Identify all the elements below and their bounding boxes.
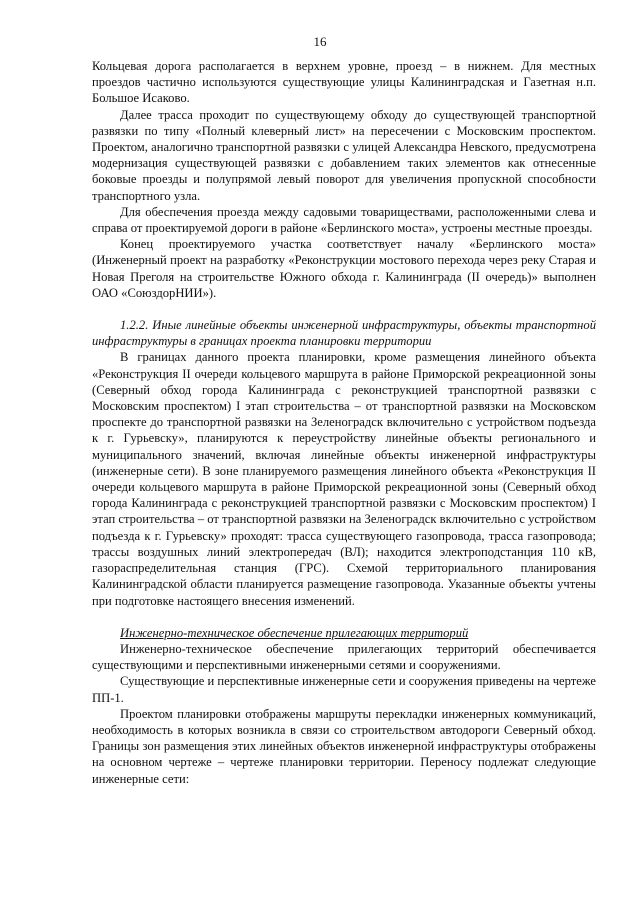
section-heading-1-2-2: 1.2.2. Иные линейные объекты инженерной инфраструктуры, объекты транспортной инфраструктуры в границах проекта планировки территории <box>92 318 596 349</box>
paragraph-cloverleaf-interchange: Далее трасса проходит по существующему обходу до существующей транспортной развязки по типу «Полный клеверный лист» на пересечении с Московским проспектом. Проектом, аналогично транспортной развязки с улицей Александра Невского, предусмотрена модернизация существующей развязки с добавлением таких элементов как отнесенные боковые проезды и полупрямой левый поворот для увеличения пропускной способности транспортного узла. <box>92 107 596 203</box>
paragraph-berlin-bridge: Конец проектируемого участка соответствует началу «Берлинского моста» (Инженерный проект на разработку «Реконструкции мостового перехода через реку Старая и Новая Преголя на строительстве Южного обхода г. Калининграда (II очередь)» выполнен ОАО «СоюздорНИИ»). <box>92 237 596 300</box>
paragraph-ring-road-levels: Кольцевая дорога располагается в верхнем уровне, проезд – в нижнем. Для местных проездов частично используются существующие улицы Калининградская и Газетная н.п. Большое Исаково. <box>92 59 596 106</box>
document-body <box>92 58 596 787</box>
paragraph-engineering-networks: Инженерно-техническое обеспечение прилегающих территорий обеспечивается существующими и перспективными инженерными сетями и сооружениями. <box>92 641 596 673</box>
paragraph-linear-objects: В границах данного проекта планировки, кроме размещения линейного объекта «Реконструкция II очереди кольцевого маршрута в районе Приморской рекреационной зоны (Северный обход города Калининграда с реконструкцией транспортной развязки с Московским проспектом) I этап строительства – от транспортной развязки на Московском проспекте до транспортной развязки на Зеленоградск включительно с устройством подъезда к г. Гурьевску», планируются к переустройству линейные объекты регионального и муниципального значений, включая линейные объекты инженерной инфраструктуры (инженерные сети). В зоне планируемого размещения линейного объекта «Реконструкция II очереди кольцевого маршрута в районе Приморской рекреационной зоны (Северный обход города Калининграда с реконструкцией транспортной развязки с Московским проспектом) I этап строительства – от транспортной развязки на Зеленоградск включительно с устройством подъезда к г. Гурьевску» проходят: трасса существующего газопровода, трасса газопровода; трассы воздушных линий электропередач (ВЛ); находится электроподстанция 110 кВ, газораспределительная станция (ГРС). Схемой территориального планирования Калининградской области планируется размещение газопровода. Указанные объекты учтены при подготовке настоящего внесения изменений. <box>92 350 596 608</box>
paragraph-relocation-routes: Проектом планировки отображены маршруты перекладки инженерных коммуникаций, необходимость в которых возникла в связи со строительством автодороги Северный обход. Границы зон размещения этих линейных объектов инженерной инфраструктуры отображены на основном чертеже – чертеже планировки территории. Переносу подлежат следующие инженерные сети: <box>92 706 596 786</box>
page-number: 16 <box>313 34 327 49</box>
paragraph-drawing-pp1: Существующие и перспективные инженерные сети и сооружения приведены на чертеже ПП-1. <box>92 674 596 705</box>
paragraph-local-passages: Для обеспечения проезда между садовыми товариществами, расположенными слева и справа от проектируемой дороги в районе «Берлинского моста», устроены местные проезды. <box>92 204 596 236</box>
section-heading-engineering-support: Инженерно-техническое обеспечение прилегающих территорий <box>120 625 469 640</box>
